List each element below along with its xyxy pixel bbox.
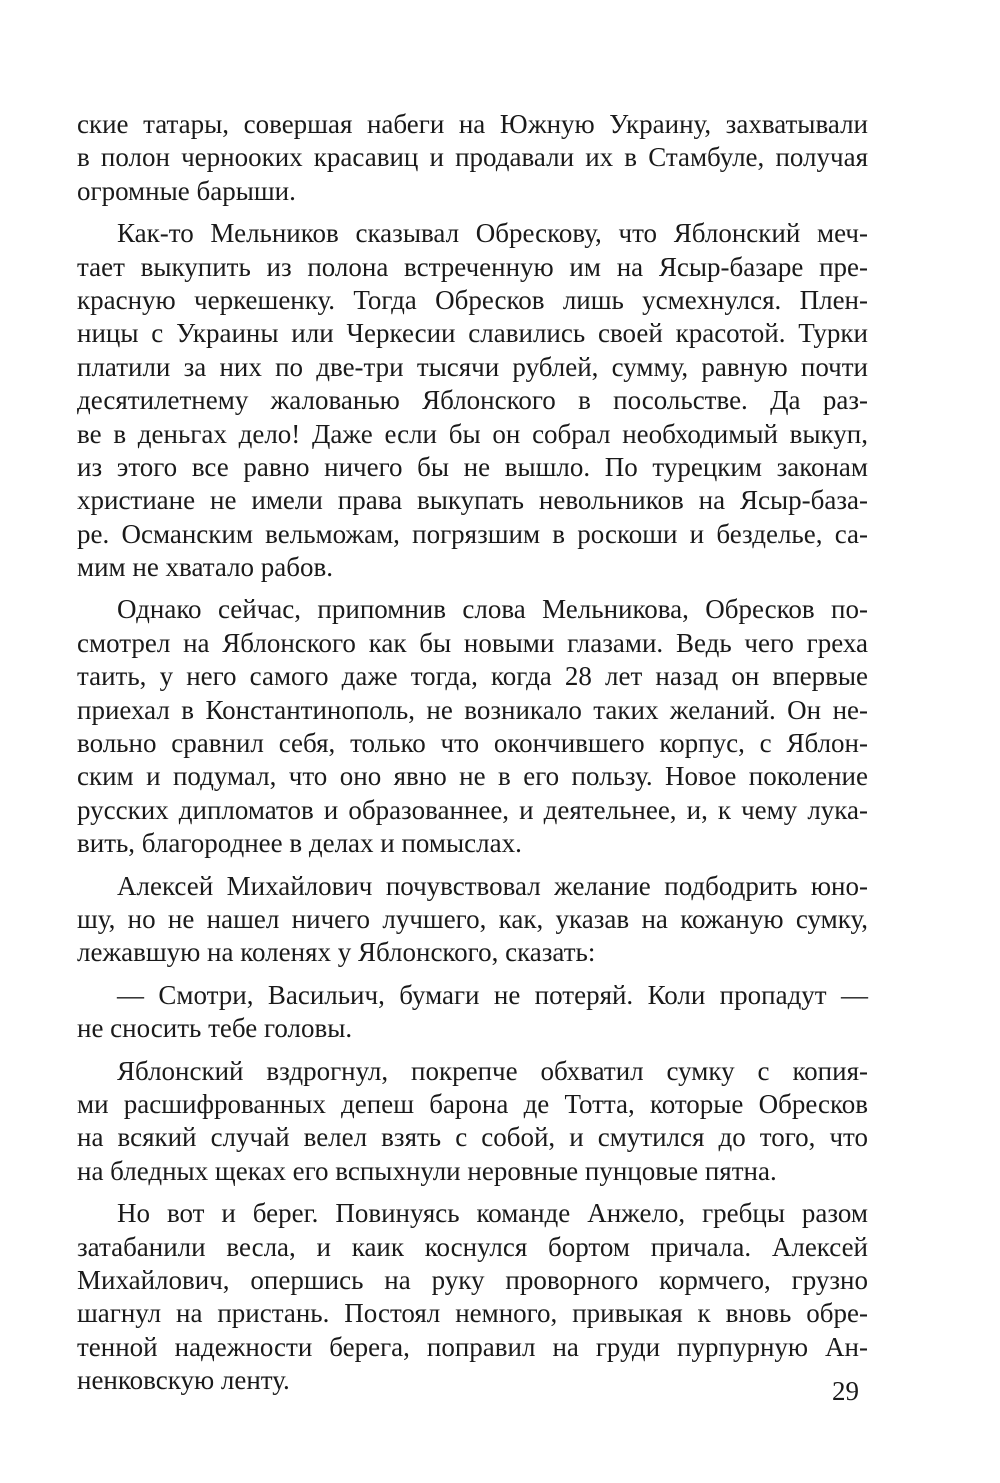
text-line: затабанили весла, и каик коснулся бортом причала. Алексей [77,1231,868,1262]
text-line: ми расшифрованных депеш барона де Тотта, которые Обресков [77,1088,868,1119]
text-line: христиане не имели права выкупать невольников на Ясыр-база- [77,485,868,516]
paragraph-gap [77,584,868,593]
paragraph-gap [77,1046,868,1055]
paragraph-gap [77,861,868,870]
text-line: на бледных щеках его вспыхнули неровные пунцовые пятна. [77,1155,777,1186]
text-line: Как-то Мельников сказывал Обрескову, что Яблонский меч- [117,218,868,249]
text-line: ницы с Украины или Черкесии славились своей красотой. Турки [77,318,868,349]
text-line: ненковскую ленту. [77,1365,290,1396]
text-line: Яблонский вздрогнул, покрепче обхватил сумку с копия- [117,1055,868,1086]
text-line: лежавшую на коленях у Яблонского, сказать: [77,937,596,968]
text-line: ские татары, совершая набеги на Южную Украину, захватывали [77,109,868,139]
text-line: красную черкешенку. Тогда Обресков лишь усмехнулся. Плен- [77,284,868,315]
paragraph-gap [77,208,868,217]
text-line: мим не хватало рабов. [77,552,334,583]
text-line: — Смотри, Васильич, бумаги не потеряй. Коли пропадут — [117,979,868,1010]
page-number: 29 [832,1376,859,1406]
text-line: из этого все равно ничего бы не вышло. По турецким законам [77,451,868,482]
text-line: ским и подумал, что оно явно не в его пользу. Новое поколение [77,761,868,792]
paragraph [77,1197,868,1397]
paragraph-gap [77,1188,868,1197]
text-line: смотрел на Яблонского как бы новыми глазами. Ведь чего греха [77,627,868,658]
text-line: платили за них по две-три тысячи рублей, сумму, равную почти [77,351,868,382]
text-line: шу, но не нашел ничего лучшего, как, указав на кожаную сумку, [77,903,868,934]
text-line: тает выкупить из полона встреченную им на Ясыр-базаре пре- [77,251,868,282]
paragraph [77,108,868,208]
text-line: русских дипломатов и образованнее, и деятельнее, и, к чему лука- [77,794,868,825]
text-line: Алексей Михайлович почувствовал желание подбодрить юно- [117,870,868,901]
paragraph [77,593,868,860]
text-line: Михайлович, опершись на руку проворного кормчего, грузно [77,1264,868,1295]
paragraph-gap [77,970,868,979]
text-line: шагнул на пристань. Постоял немного, привыкая к вновь обре- [77,1298,868,1329]
text-line: десятилетнему жалованью Яблонского в посольстве. Да раз- [77,385,868,416]
paragraph [77,1055,868,1189]
text-line: приехал в Константинополь, не возникало таких желаний. Он не- [77,694,868,725]
text-line: Но вот и берег. Повинуясь команде Анжело, гребцы разом [117,1198,868,1229]
text-line: вить, благороднее в делах и помыслах. [77,828,522,859]
paragraph [77,870,868,970]
text-line: тенной надежности берега, поправил на груди пурпурную Ан- [77,1331,868,1362]
paragraph [77,979,868,1046]
text-line: ве в деньгах дело! Даже если бы он собрал необходимый выкуп, [77,418,868,449]
text-line: не сносить тебе головы. [77,1013,353,1044]
body-text [77,108,868,1397]
paragraph [77,217,868,584]
text-line: таить, у него самого даже тогда, когда 28 лет назад он впервые [77,661,868,692]
text-line: в полон чернооких красавиц и продавали их в Стамбуле, получая [77,142,868,173]
text-line: ре. Османским вельможам, погрязшим в роскоши и безделье, са- [77,518,868,549]
text-line: на всякий случай велел взять с собой, и смутился до того, что [77,1122,868,1153]
text-line: огромные барыши. [77,175,296,206]
text-line: Однако сейчас, припомнив слова Мельникова, Обресков по- [117,594,868,625]
text-line: вольно сравнил себя, только что окончившего корпус, с Яблон- [77,728,868,759]
